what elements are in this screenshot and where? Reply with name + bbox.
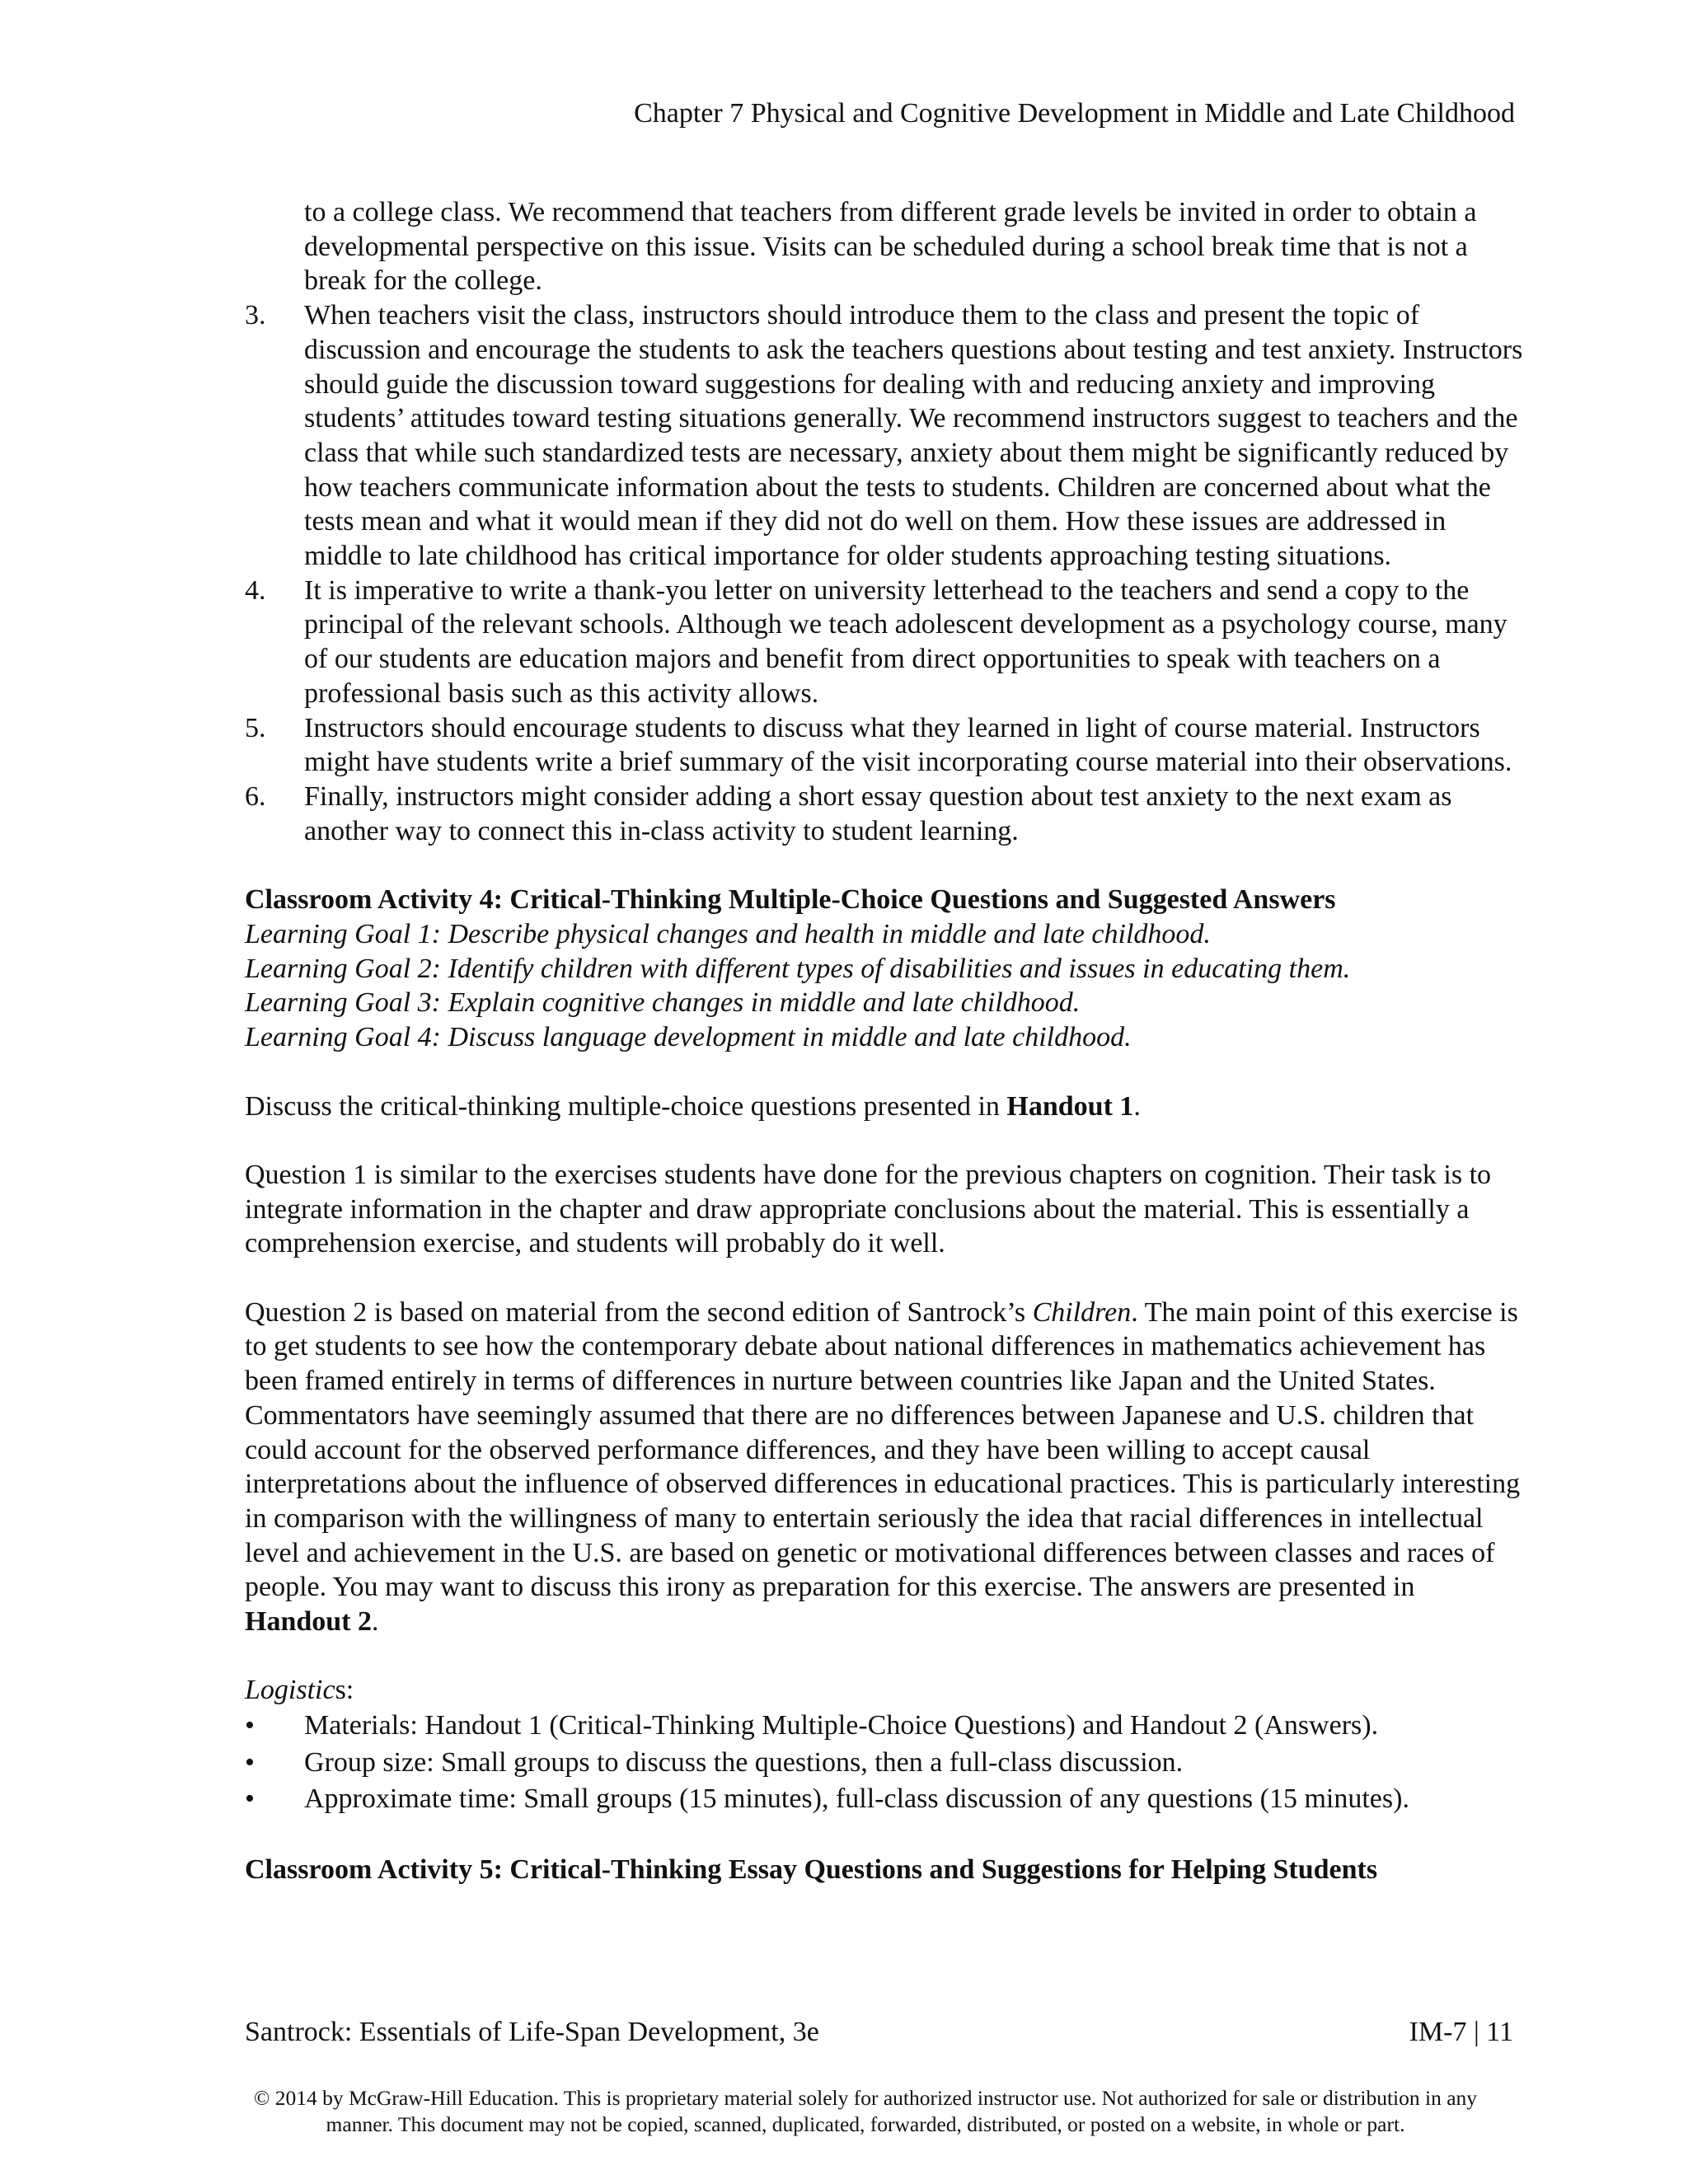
copyright-notice	[206, 2085, 1525, 2138]
handout-2-ref: Handout 2	[245, 1606, 372, 1638]
list-item	[245, 1708, 1523, 1745]
list-item	[245, 1745, 1523, 1782]
logistics-label	[245, 1673, 1523, 1708]
list-text: Instructors should encourage students to discuss what they learned in light of course material. Instructors might have students write a brief summary of the visit incorporating course material into their observations.	[304, 712, 1512, 778]
list-text: Finally, instructors might consider adding a short essay question about test anxiety to the next exam as another way to connect this in-class activity to student learning.	[304, 780, 1452, 846]
activity-5-heading: Classroom Activity 5: Critical-Thinking Essay Questions and Suggestions for Helping Students	[245, 1854, 1378, 1885]
learning-goal: Learning Goal 2: Identify children with different types of disabilities and issues in educating them.	[245, 953, 1351, 984]
handout-1-ref: Handout 1	[1006, 1090, 1134, 1122]
activity-4-heading: Classroom Activity 4: Critical-Thinking Multiple-Choice Questions and Suggested Answers	[245, 884, 1336, 916]
discuss-period: .	[1133, 1090, 1141, 1122]
learning-goal: Learning Goal 1: Describe physical changes and health in middle and late childhood.	[245, 919, 1211, 950]
book-title: Children	[1032, 1296, 1132, 1328]
list-text: When teachers visit the class, instructors should introduce them to the class and present the topic of discussion and encourage the students to ask the teachers questions about testing and test anxiety. Instructors should guide the discussion toward suggestions for dealing with and reducing anxiety and improving students’ attitudes toward testing situations generally. We recommend instructors suggest to teachers and the class that while such standardized tests are necessary, anxiety about them might be significantly reduced by how teachers communicate information about the tests to students. Children are concerned about what the tests mean and what it would mean if they did not do well on them. How these issues are addressed in middle to late childhood has critical importance for older students approaching testing situations.	[304, 300, 1523, 572]
logistics-italic: Logistic	[245, 1675, 335, 1706]
bullet-icon: •	[245, 1710, 255, 1741]
list-item	[245, 298, 1523, 574]
logistics-item: Group size: Small groups to discuss the questions, then a full-class discussion.	[304, 1746, 1184, 1778]
continued-paragraph: to a college class. We recommend that teachers from different grade levels be invited in order to obtain a developmental perspective on this issue. Visits can be scheduled during a school break time that is not a break for the college.	[304, 197, 1477, 297]
bullet-icon: •	[245, 1746, 255, 1778]
learning-goals	[245, 917, 1523, 1055]
q2-text-start: Question 2 is based on material from the second edition of Santrock’s	[245, 1296, 1033, 1328]
list-number: 5.	[245, 712, 266, 743]
learning-goal: Learning Goal 3: Explain cognitive changes in middle and late childhood.	[245, 987, 1081, 1019]
list-text: It is imperative to write a thank-you letter on university letterhead to the teachers and send a copy to the principal of the relevant schools. Although we teach adolescent development as a psychology course, many of our students are education majors and benefit from direct opportunities to speak with teachers on a professional basis such as this activity allows.	[304, 574, 1507, 709]
page-body	[245, 195, 1523, 1887]
copyright-line: manner. This document may not be copied, scanned, duplicated, forwarded, distributed, or posted on a website, in whole or part.	[326, 2112, 1405, 2136]
list-item	[245, 574, 1523, 711]
discuss-text: Discuss the critical-thinking multiple-choice questions presented in	[245, 1090, 1007, 1122]
footer-page-number: IM-7 | 11	[1409, 2017, 1513, 2047]
copyright-line: © 2014 by McGraw-Hill Education. This is proprietary material solely for authorized instructor use. Not authorized for sale or distribution in any	[253, 2086, 1478, 2110]
list-number: 6.	[245, 780, 266, 812]
q2-text-middle: . The main point of this exercise is to get students to see how the contemporary debate about national differences in mathematics achievement has been framed entirely in terms of differences in nurture between countries like Japan and the United States. Commentators have seemingly assumed that there are no differences between Japanese and U.S. children that could account for the observed performance differences, and they have been willing to accept causal interpretations about the influence of observed differences in educational practices. This is particularly interesting in comparison with the willingness of many to entertain seriously the idea that racial differences in intellectual level and achievement in the U.S. are based on genetic or motivational differences between classes and races of people. You may want to discuss this irony as preparation for this exercise. The answers are presented in	[245, 1296, 1521, 1603]
footer-book-title: Santrock: Essentials of Life-Span Development, 3e	[245, 2017, 819, 2047]
bullet-icon: •	[245, 1783, 255, 1815]
list-item	[245, 711, 1523, 780]
question-1-paragraph: Question 1 is similar to the exercises students have done for the previous chapters on cognition. Their task is to integrate information in the chapter and draw appropriate conclusions about the material. This is essentially a comprehension exercise, and students will probably do it well.	[245, 1159, 1492, 1259]
list-number: 3.	[245, 300, 266, 331]
discuss-paragraph	[245, 1090, 1523, 1124]
logistics-item: Approximate time: Small groups (15 minutes), full-class discussion of any questions (15 minutes).	[304, 1783, 1409, 1815]
learning-goal: Learning Goal 4: Discuss language development in middle and late childhood.	[245, 1022, 1132, 1053]
list-item	[245, 780, 1523, 848]
q2-period: .	[372, 1606, 379, 1638]
question-2-paragraph	[245, 1296, 1523, 1639]
logistics-item: Materials: Handout 1 (Critical-Thinking Multiple-Choice Questions) and Handout 2 (Answers).	[304, 1710, 1379, 1741]
list-item	[245, 1781, 1523, 1818]
steps-list	[245, 298, 1523, 848]
logistics-suffix: s:	[335, 1675, 354, 1706]
list-number: 4.	[245, 574, 266, 606]
logistics-list	[245, 1708, 1523, 1818]
running-header: Chapter 7 Physical and Cognitive Development in Middle and Late Childhood	[634, 98, 1515, 129]
